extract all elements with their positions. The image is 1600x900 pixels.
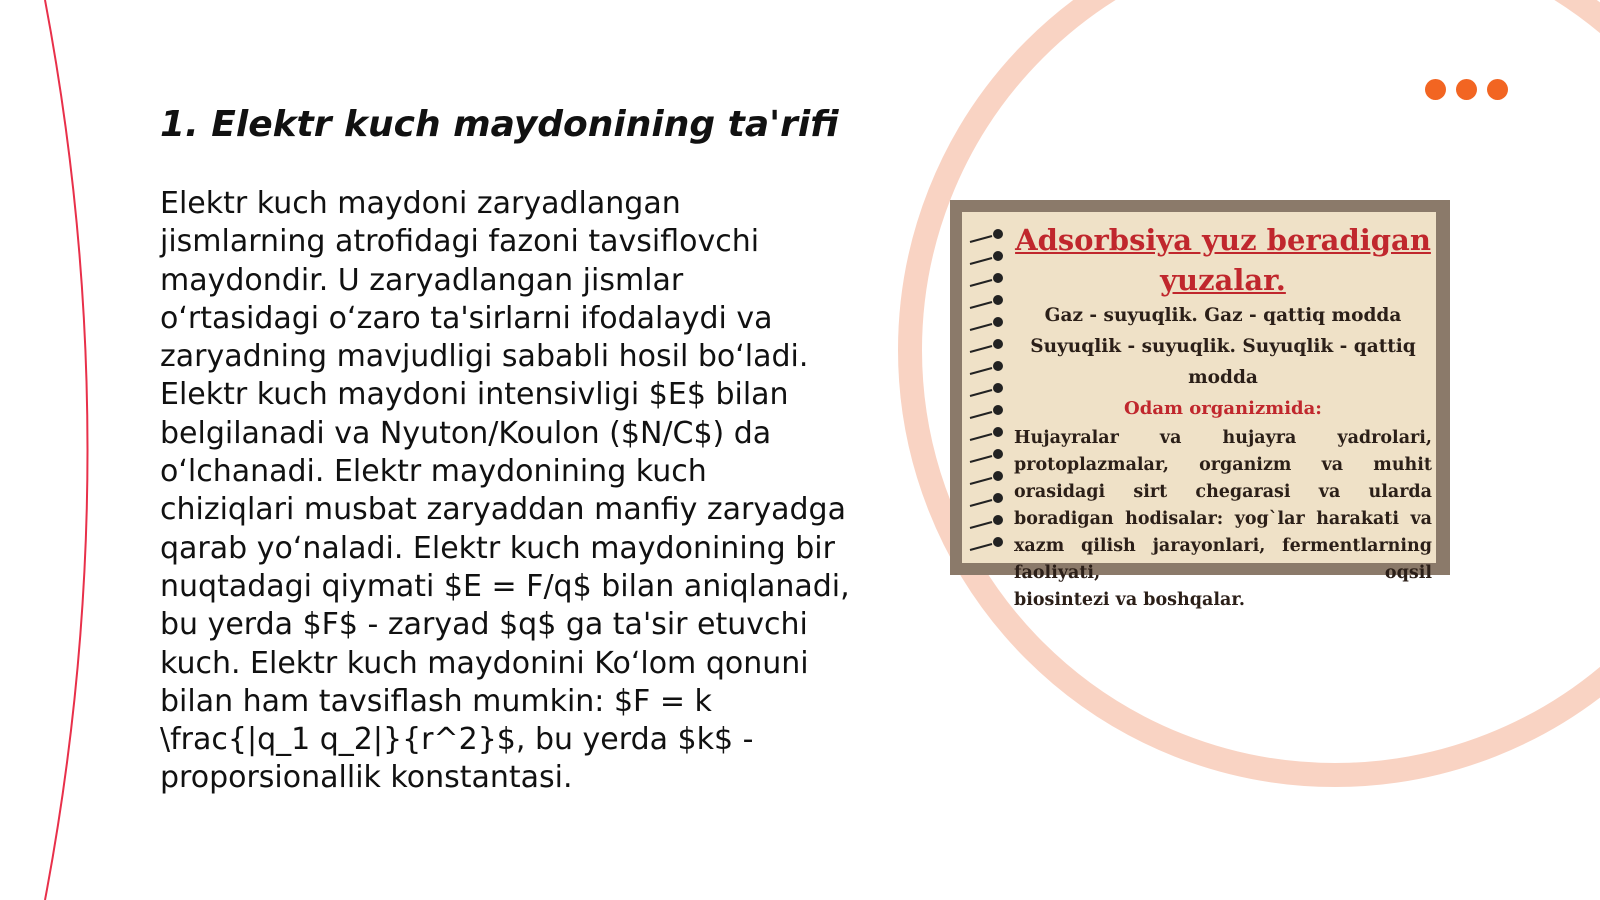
dot-icon [1425,79,1446,100]
figure-paragraph-end: biosintezi va boshqalar. [1014,590,1246,610]
figure-text [1014,220,1432,614]
figure-subheading: Odam organizmida: [1124,398,1322,419]
slide-body-text: Elektr kuch maydoni zaryadlangan jismlarning atrofidagi fazoni tavsiflovchi maydondir. U zaryadlangan jismlar o‘rtasidagi o‘zaro ta'sirlarni ifodalaydi va zaryadning mavjudligi sababli hosil bo‘ladi. Elektr kuch maydoni intensivligi $E$ bilan belgilanadi va Nyuton/Koulon ($N/C$) da o‘lchanadi. Elektr maydonining kuch chiziqlari musbat zaryaddan manfiy zaryadga qarab yo‘naladi. Elektr kuch maydonining bir nuqtadagi qiymati $E = F/q$ bilan aniqlanadi, bu yerda $F$ - zaryad $q$ ga ta'sir etuvchi kuch. Elektr kuch maydonini Ko‘lom qonuni bilan ham tavsiflash mumkin: $F = k \frac{|q_1 q_2|}{r^2}$, bu yerda $k$ - proporsionallik konstantasi. [160,186,850,796]
left-curve [45,0,88,900]
dot-icon [1487,79,1508,100]
figure-line-2: Suyuqlik - suyuqlik. Suyuqlik - qattiq modda [1030,336,1416,388]
notebook-page [962,212,1436,610]
spiral-binding-icon [968,220,1008,560]
figure-paragraph: Hujayralar va hujayra yadrolari, protoplazmalar, organizm va muhit orasidagi sirt chegarasi va ularda boradigan hodisalar: yog`lar harakati va xazm qilish jarayonlari, fermentlarning faoliyati, oqsil [1014,428,1432,583]
dot-icon [1456,79,1477,100]
figure-line-1: Gaz - suyuqlik. Gaz - qattiq modda [1044,305,1402,326]
figure-heading: Adsorbsiya yuz beradigan yuzalar. [1015,223,1431,297]
slide-title: 1. Elektr kuch maydonining ta'rifi [160,104,839,145]
more-dots-icon [1425,79,1508,100]
notebook-figure [950,200,1450,610]
